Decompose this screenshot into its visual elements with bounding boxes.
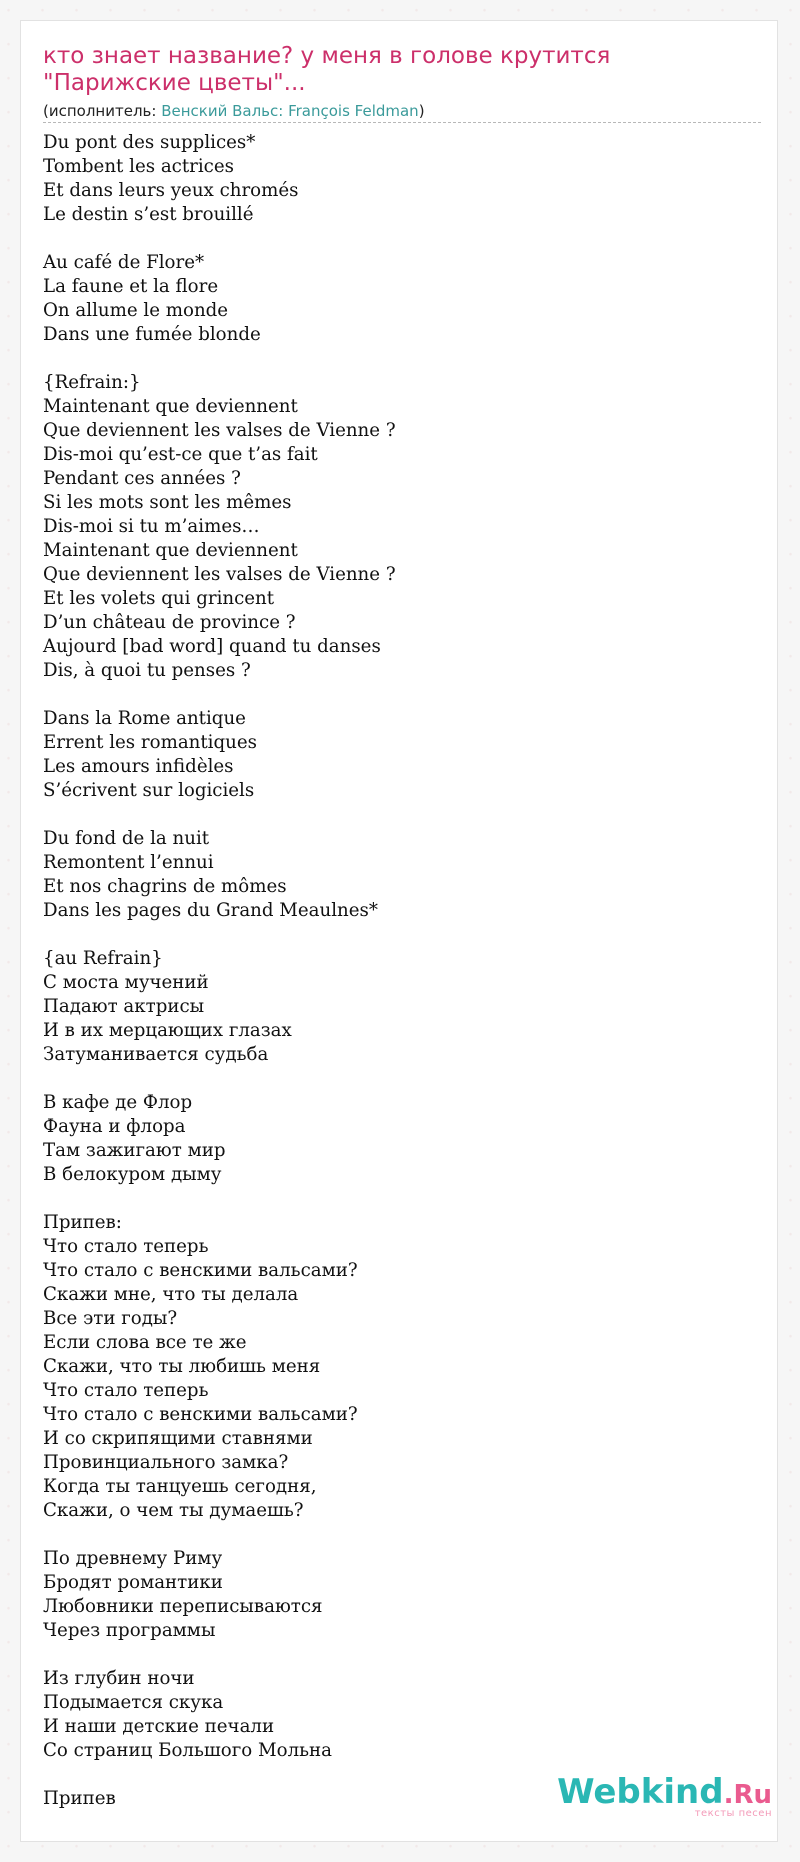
- byline-suffix: ): [418, 102, 425, 120]
- site-logo[interactable]: [557, 1772, 780, 1832]
- lyrics-text: Du pont des supplices* Tombent les actrices Et dans leurs yeux chromés Le destin s’est brouillé Au café de Flore* La faune et la flore On allume le monde Dans une fumée blonde {Refrain:} Maintenant que deviennent Que deviennent les valses de Vienne ? Dis-moi qu’est-ce que t’as fait Pendant ces années ? Si les mots sont les mêmes Dis-moi si tu m’aimes… Maintenant que deviennent Que deviennent les valses de Vienne ? Et les volets qui grincent D’un château de province ? Aujourd [bad word] quand tu danses Dis, à quoi tu penses ? Dans la Rome antique Errent les romantiques Les amours infidèles S’écrivent sur logiciels Du fond de la nuit Remontent l’ennui Et nos chagrins de mômes Dans les pages du Grand Meaulnes* {au Refrain} С моста мучений Падают актрисы И в их мерцающих глазах Затуманивается судьба В кафе де Флор Фауна и флора Там зажигают мир В белокуром дыму Припев: Что стало теперь Что стало с венскими вальсами? Скажи мне, что ты делала Все эти годы? Если слова все те же Скажи, что ты любишь меня Что стало теперь Что стало с венскими вальсами? И со скрипящими ставнями Провинциального замка? Когда ты танцуешь сегодня, Скажи, о чем ты думаешь? По древнему Риму Бродят романтики Любовники переписываются Через программы Из глубин ночи Подымается скука И наши детские печали Со страниц Большого Мольна Припев: [43, 132, 396, 1809]
- logo-tagline: тексты песен: [694, 1808, 772, 1819]
- logo-name: Webkind: [557, 1772, 724, 1812]
- byline-prefix: (исполнитель:: [43, 102, 162, 120]
- artist-byline: [43, 101, 761, 123]
- lyrics-card: [20, 20, 778, 1842]
- page-title: кто знает название? у меня в голове крутится "Парижские цветы"...: [43, 43, 611, 96]
- artist-link[interactable]: Венский Вальс: François Feldman: [161, 102, 419, 120]
- logo-tld: .Ru: [723, 1780, 772, 1810]
